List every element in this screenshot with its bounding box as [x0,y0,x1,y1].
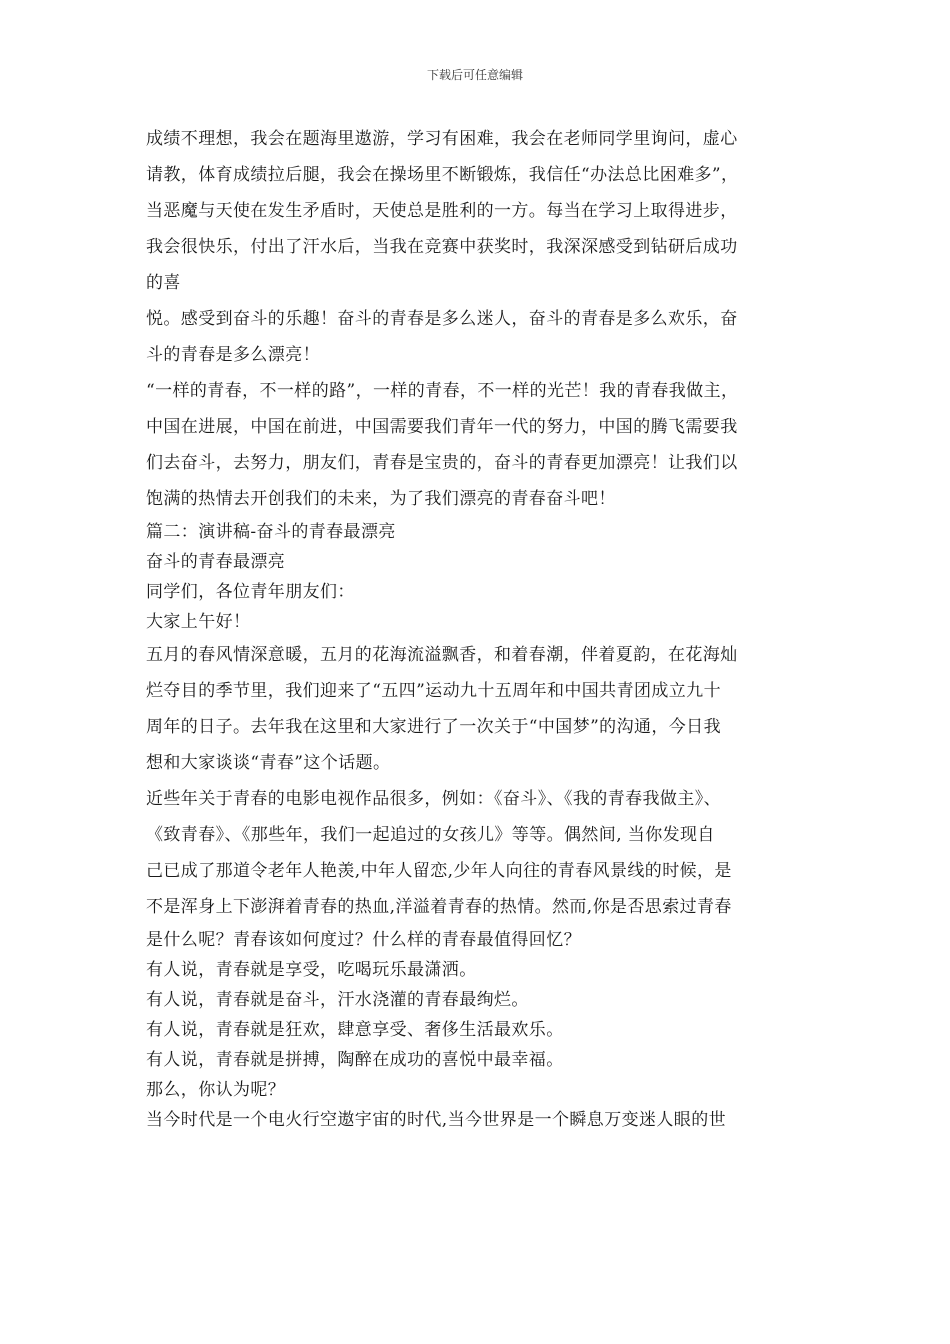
text-line: 斗的青春是多么漂亮！ [146,345,320,365]
text-line: 烂夺目的季节里，我们迎来了“五四”运动九十五周年和中国共青团成立九十 [146,681,721,701]
text-line: 们去奋斗，去努力，朋友们，青春是宝贵的，奋斗的青春更加漂亮！让我们以 [146,453,738,473]
text-line: 周年的日子。去年我在这里和大家进行了一次关于“中国梦”的沟通，今日我 [146,717,721,737]
text-line: 大家上午好！ [146,612,251,632]
text-line: 近些年关于青春的电影电视作品很多，例如：《奋斗》、《我的青春我做主》、 [146,789,721,809]
text-line: 当今时代是一个电火行空遨宇宙的时代,当今世界是一个瞬息万变迷人眼的世 [146,1110,727,1130]
text-line: 同学们，各位青年朋友们： [146,582,355,602]
text-line: 请教，体育成绩拉后腿，我会在操场里不断锻炼，我信任“办法总比困难多”， [146,165,739,185]
text-line: 五月的春风情深意暖，五月的花海流溢飘香，和着春潮，伴着夏韵，在花海灿 [146,645,738,665]
text-line: 那么，你认为呢？ [146,1080,286,1100]
text-line: 有人说，青春就是拼搏，陶醉在成功的喜悦中最幸福。 [146,1050,564,1070]
document-body [146,121,806,1135]
text-line: 当恶魔与天使在发生矛盾时，天使总是胜利的一方。每当在学习上取得进步， [146,201,738,221]
text-line: 奋斗的青春最漂亮 [146,552,286,572]
text-line: 己已成了那道令老年人艳羡,中年人留恋,少年人向往的青春风景线的时候，是 [146,861,732,881]
text-line: 悦。感受到奋斗的乐趣！奋斗的青春是多么迷人，奋斗的青春是多么欢乐，奋 [146,309,738,329]
text-line: 成绩不理想，我会在题海里遨游，学习有困难，我会在老师同学里询问，虚心 [146,129,738,149]
text-line: “一样的青春，不一样的路”，一样的青春，不一样的光芒！我的青春我做主， [146,381,739,401]
text-line: 不是浑身上下澎湃着青春的热血,洋溢着青春的热情。然而,你是否思索过青春 [146,897,732,917]
text-line: 《致青春》、《那些年，我们一起追过的女孩儿》等等。偶然间, 当你发现自 [146,825,715,845]
text-line: 有人说，青春就是奋斗，汗水浇灌的青春最绚烂。 [146,990,529,1010]
text-line: 想和大家谈谈“青春”这个话题。 [146,753,391,773]
text-line: 中国在进展，中国在前进，中国需要我们青年一代的努力，中国的腾飞需要我 [146,417,738,437]
text-line: 我会很快乐，付出了汗水后，当我在竞赛中获奖时，我深深感受到钻研后成功 [146,237,738,257]
page-header: 下载后可任意编辑 [426,68,523,82]
text-line: 有人说，青春就是享受，吃喝玩乐最潇洒。 [146,960,477,980]
text-line: 有人说，青春就是狂欢，肆意享受、奢侈生活最欢乐。 [146,1020,564,1040]
text-line: 的喜 [146,273,181,293]
text-line: 是什么呢？青春该如何度过？什么样的青春最值得回忆？ [146,930,581,950]
text-line: 饱满的热情去开创我们的未来，为了我们漂亮的青春奋斗吧！ [146,489,616,509]
text-line: 篇二：演讲稿-奋斗的青春最漂亮 [146,522,396,542]
